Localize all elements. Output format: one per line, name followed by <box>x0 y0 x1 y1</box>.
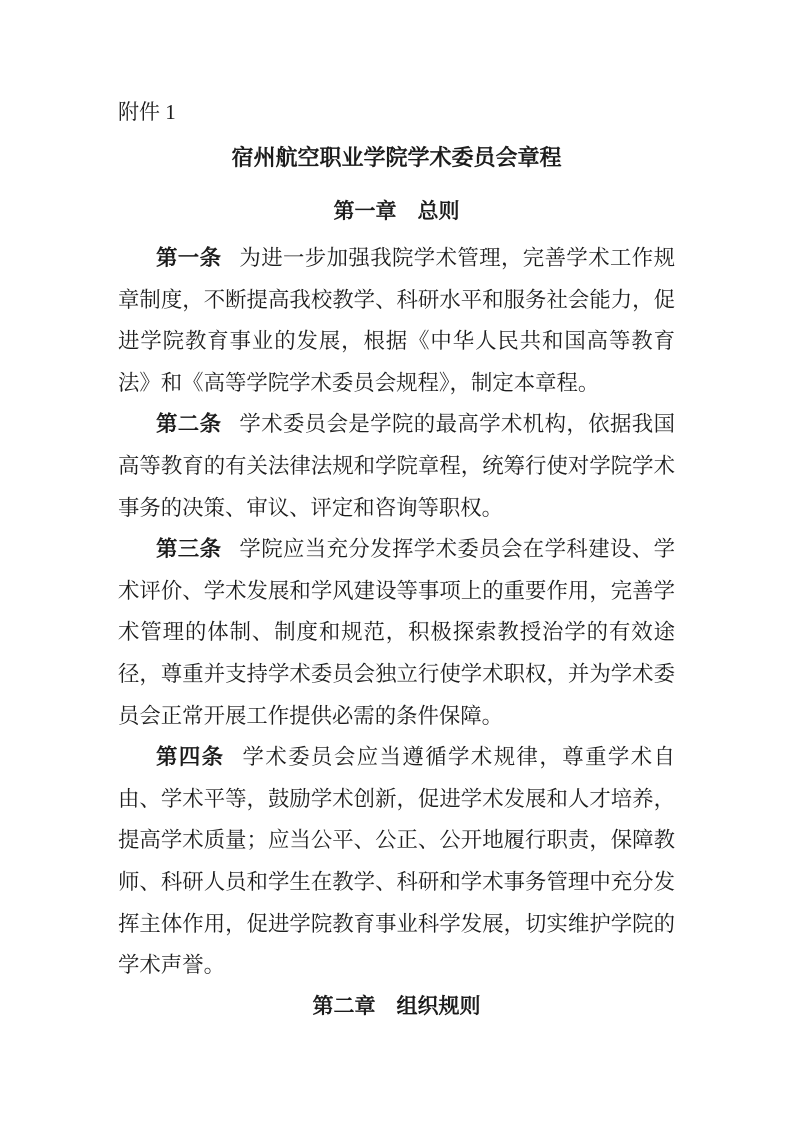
article-1-text: 为进一步加强我院学术管理，完善学术工作规章制度，不断提高我校教学、科研水平和服务社会能力，促进学院教育事业的发展，根据《中华人民共和国高等教育法》和《高等学院学术委员会规程》，制定本章程。 <box>118 246 675 395</box>
chapter-1-heading: 第一章 总则 <box>333 200 460 223</box>
article-4-label: 第四条 <box>156 745 225 770</box>
article-1-label: 第一条 <box>156 246 222 270</box>
article-4-paragraph <box>118 737 675 987</box>
article-2-paragraph <box>118 404 675 529</box>
chapter-2-heading: 第二章 组织规则 <box>312 994 481 1018</box>
document-body <box>118 238 675 987</box>
article-2-label: 第二条 <box>156 412 222 437</box>
article-3-text: 学院应当充分发挥学术委员会在学科建设、学术评价、学术发展和学风建设等事项上的重要作用，完善学术管理的体制、制度和规范，积极探索教授治学的有效途径，尊重并支持学术委员会独立行使学术职权，并为学术委员会正常开展工作提供必需的条件保障。 <box>118 537 675 728</box>
article-3-label: 第三条 <box>156 537 222 562</box>
document-title: 宿州航空职业学院学术委员会章程 <box>231 145 562 170</box>
attachment-label: 附件 1 <box>118 100 176 124</box>
article-3-paragraph <box>118 529 675 737</box>
article-2-text: 学术委员会是学院的最高学术机构，依据我国高等教育的有关法律法规和学院章程，统筹行使对学院学术事务的决策、审议、评定和咨询等职权。 <box>118 412 675 520</box>
article-4-text: 学术委员会应当遵循学术规律，尊重学术自由、学术平等，鼓励学术创新，促进学术发展和人才培养，提高学术质量；应当公平、公正、公开地履行职责，保障教师、科研人员和学生在教学、科研和学术事务管理中充分发挥主体作用，促进学院教育事业科学发展，切实维护学院的学术声誉。 <box>118 745 675 978</box>
article-1-paragraph <box>118 238 675 404</box>
